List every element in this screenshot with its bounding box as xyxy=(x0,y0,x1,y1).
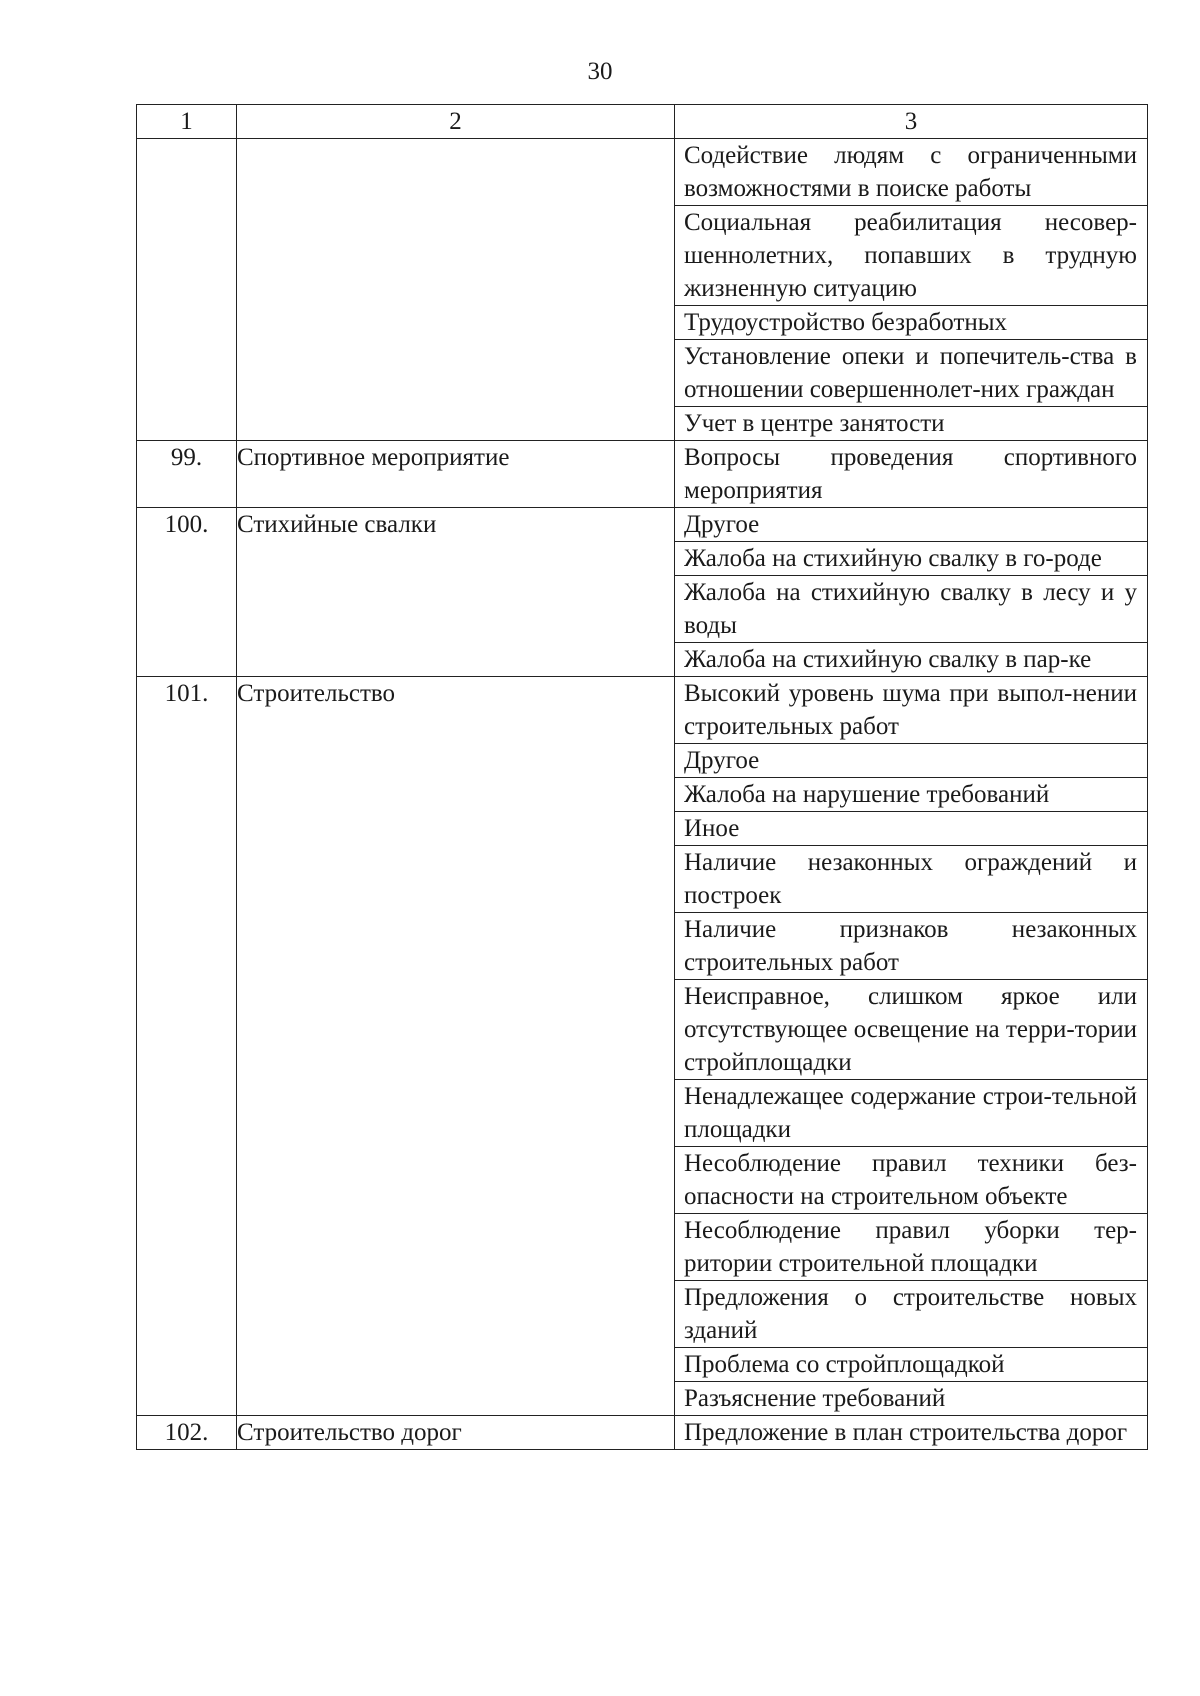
subtopic-item: Наличие незаконных ограждений и построек xyxy=(675,845,1147,912)
page-number: 30 xyxy=(587,58,613,85)
table-row xyxy=(137,508,1148,677)
classifier-table xyxy=(136,104,1148,1450)
subtopic-item: Содействие людям с ограниченными возможностями в поиске работы xyxy=(684,142,1137,202)
row-number: 100. xyxy=(137,508,237,677)
subtopic-item: Предложения о строительстве новых зданий xyxy=(675,1280,1147,1347)
subtopic-item: Несоблюдение правил техники без-опасности на строительном объекте xyxy=(675,1146,1147,1213)
table-row xyxy=(137,139,1148,441)
row-topic: Строительство дорог xyxy=(237,1416,675,1450)
table-header-row xyxy=(137,105,1148,139)
subtopic-item: Другое xyxy=(684,511,760,538)
subtopic-item: Ненадлежащее содержание строи-тельной площадки xyxy=(675,1079,1147,1146)
subtopic-item: Жалоба на нарушение требований xyxy=(675,777,1147,811)
subtopic-item: Трудоустройство безработных xyxy=(675,305,1147,339)
subtopic-item: Жалоба на стихийную свалку в пар-ке xyxy=(675,642,1147,676)
subtopic-item: Разъяснение требований xyxy=(675,1381,1147,1415)
row-number: 99. xyxy=(137,441,237,508)
row-topic: Спортивное мероприятие xyxy=(237,441,675,508)
row-subtopics xyxy=(675,508,1148,677)
subtopic-item: Проблема со стройплощадкой xyxy=(675,1347,1147,1381)
row-topic: Стихийные свалки xyxy=(237,508,675,677)
subtopic-item: Неисправное, слишком яркое или отсутствующее освещение на терри-тории стройплощадки xyxy=(675,979,1147,1079)
subtopic-item: Вопросы проведения спортивного мероприятия xyxy=(684,444,1137,504)
subtopic-item: Предложение в план строительства дорог xyxy=(684,1419,1128,1446)
column-header-subtopics: 3 xyxy=(675,105,1148,139)
column-header-topic: 2 xyxy=(237,105,675,139)
row-number: 101. xyxy=(137,677,237,1416)
table-row xyxy=(137,1416,1148,1450)
subtopic-item: Жалоба на стихийную свалку в го-роде xyxy=(675,541,1147,575)
table-row xyxy=(137,677,1148,1416)
column-header-number: 1 xyxy=(137,105,237,139)
subtopic-item: Социальная реабилитация несовер-шеннолетних, попавших в трудную жизненную ситуацию xyxy=(675,205,1147,305)
subtopic-item: Несоблюдение правил уборки тер-ритории строительной площадки xyxy=(675,1213,1147,1280)
row-topic xyxy=(237,139,675,441)
row-subtopics xyxy=(675,139,1148,441)
subtopic-item: Высокий уровень шума при выпол-нении строительных работ xyxy=(684,680,1137,740)
subtopic-item: Учет в центре занятости xyxy=(675,406,1147,440)
subtopic-item: Жалоба на стихийную свалку в лесу и у воды xyxy=(675,575,1147,642)
row-number xyxy=(137,139,237,441)
row-number: 102. xyxy=(137,1416,237,1450)
row-subtopics xyxy=(675,1416,1148,1450)
subtopic-item: Наличие признаков незаконных строительных работ xyxy=(675,912,1147,979)
subtopic-item: Другое xyxy=(675,743,1147,777)
row-topic: Строительство xyxy=(237,677,675,1416)
subtopic-item: Установление опеки и попечитель-ства в отношении совершеннолет-них граждан xyxy=(675,339,1147,406)
table-row xyxy=(137,441,1148,508)
subtopic-item: Иное xyxy=(675,811,1147,845)
row-subtopics xyxy=(675,677,1148,1416)
row-subtopics xyxy=(675,441,1148,508)
